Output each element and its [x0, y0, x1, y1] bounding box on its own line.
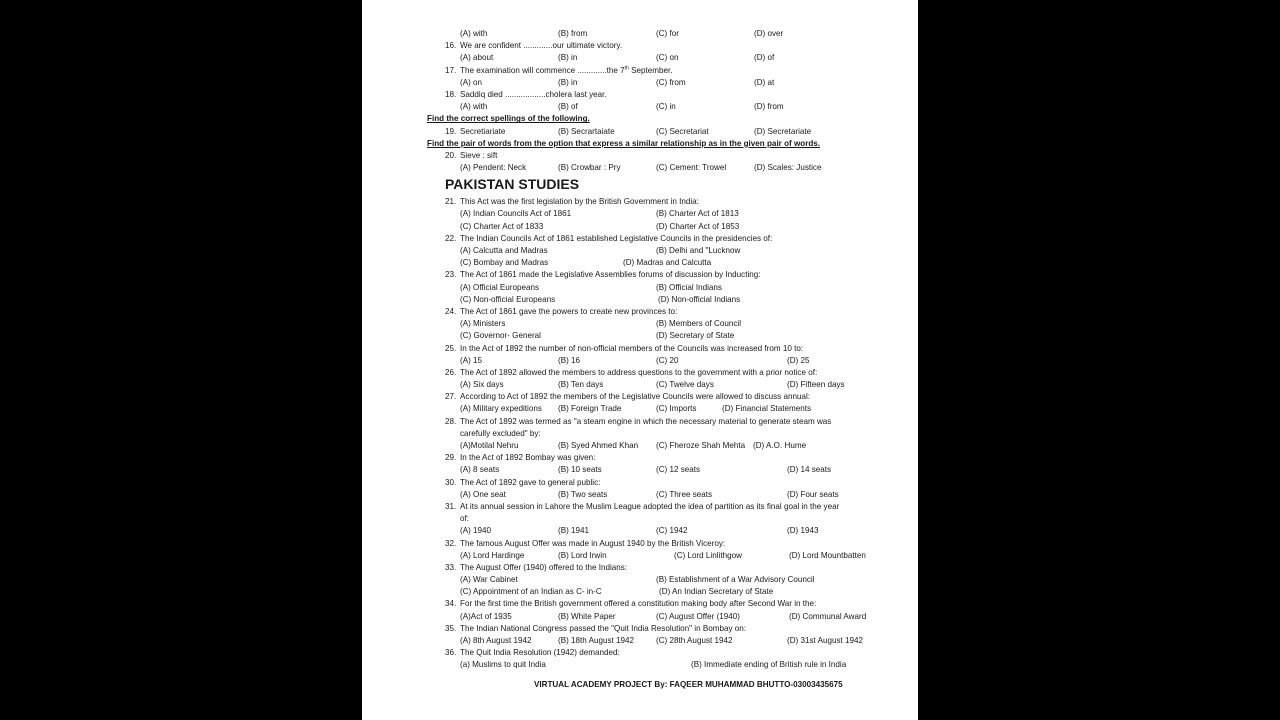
option: (B) from — [558, 29, 588, 38]
option: (D) Four seats — [787, 489, 839, 499]
option: (A) with — [460, 102, 488, 112]
question-18 — [362, 89, 918, 101]
option: (D) of — [754, 53, 775, 63]
question-text: We are confident .............our ultimate victory. — [460, 41, 623, 51]
option: (D) Madras and Calcutta — [623, 258, 712, 268]
question-number: 29. — [445, 453, 457, 463]
question-text: The Act of 1892 allowed the members to address questions to the government with a prior notice of: — [460, 367, 818, 377]
question-text: In the Act of 1892 Bombay was given: — [460, 453, 596, 463]
option: (D) over — [754, 29, 784, 38]
option: Secretiariate — [460, 126, 506, 136]
question-29 — [362, 452, 918, 464]
option: (C) in — [656, 102, 676, 112]
option: (B) White Paper — [558, 611, 616, 621]
options-row — [362, 101, 918, 113]
option: (B) in — [558, 77, 578, 87]
option: (A) 8 seats — [460, 465, 500, 475]
question-24 — [362, 306, 918, 318]
option: (B) 18th August 1942 — [558, 636, 635, 645]
question-text: carefully excluded" by: — [460, 428, 541, 438]
section-title: PAKISTAN STUDIES — [445, 176, 580, 193]
question-text: The Act of 1861 gave the powers to create new provinces to: — [460, 306, 678, 316]
option: (D) 14 seats — [787, 465, 832, 475]
option: (C) 12 seats — [656, 465, 701, 475]
option: (C) Cement: Trowel — [656, 163, 727, 173]
option: (C) 1942 — [656, 526, 688, 536]
option: (B) Ten days — [558, 380, 604, 390]
section-heading: Find the correct spellings of the following. — [427, 114, 590, 124]
question-text: In the Act of 1892 the number of non-official members of the Councils was increased from 10 to: — [460, 343, 804, 353]
question-number: 33. — [445, 562, 457, 572]
option: (A) 15 — [460, 355, 483, 365]
option: (D) Financial Statements — [722, 404, 812, 414]
option: (C) August Offer (1940) — [656, 611, 740, 621]
option: (A) Ministers — [460, 319, 506, 329]
footer-credit: VIRTUAL ACADEMY PROJECT By: FAQEER MUHAMMAD BHUTTO-03003435675 — [534, 679, 843, 689]
option: (D) from — [754, 102, 784, 112]
question-number: 20. — [445, 150, 457, 160]
question-21 — [362, 196, 918, 208]
question-text: For the first time the British government offered a constitution making body after Second War in the: — [460, 599, 817, 609]
option: (B) Crowbar : Pry — [558, 163, 621, 173]
question-text: The Indian Councils Act of 1861 established Legislative Councils in the presidencies of: — [460, 233, 773, 243]
option: (A) 1940 — [460, 526, 492, 536]
option: (B) Delhi and "Lucknow — [656, 246, 741, 255]
question-35 — [362, 623, 918, 635]
option: (A) Pendent: Neck — [460, 163, 527, 173]
option: (D) A.O. Hume — [753, 441, 807, 450]
question-number: 18. — [445, 89, 457, 99]
question-list — [362, 28, 918, 688]
option: (C) Bombay and Madras — [460, 258, 549, 268]
question-text: The Act of 1892 was termed as "a steam engine in which the necessary material to generate steam was — [460, 416, 832, 426]
option: (C) Three seats — [656, 489, 713, 499]
option: (B) Syed Ahmed Khan — [558, 441, 639, 450]
question-number: 22. — [445, 233, 457, 243]
question-19 — [362, 126, 918, 138]
question-text: At its annual session in Lahore the Muslim League adopted the idea of partition as its final goal in the year — [460, 501, 840, 511]
option: (C) Fheroze Shah Mehta — [656, 441, 746, 450]
option: (D) at — [754, 77, 775, 87]
question-number: 36. — [445, 648, 457, 658]
option: (D) 1943 — [787, 526, 819, 536]
question-number: 16. — [445, 41, 457, 51]
option: (C) Imports — [656, 404, 697, 414]
option: (C) for — [656, 29, 679, 38]
options-row — [362, 162, 918, 174]
question-text: This Act was the first legislation by the British Government in India: — [460, 197, 699, 207]
question-text: According to Act of 1892 the members of the Legislative Councils were allowed to discuss annual: — [460, 392, 811, 402]
option: (A) One seat — [460, 489, 506, 499]
option: (D) Secretary of State — [656, 331, 735, 341]
option: (D) Charter Act of 1853 — [656, 221, 740, 231]
question-number: 35. — [445, 623, 457, 633]
question-number: 17. — [445, 65, 457, 75]
option: (C) Appointment of an Indian as C- in-C — [460, 587, 602, 597]
question-text: The August Offer (1940) offered to the Indians: — [460, 562, 628, 572]
question-text-part: The examination will commence .............the 7 — [460, 65, 625, 75]
option: (D) Fifteen days — [787, 380, 845, 390]
question-number: 28. — [445, 416, 457, 426]
question-16 — [362, 40, 918, 52]
question-text — [460, 65, 672, 77]
option: (D) Communal Award — [789, 611, 867, 621]
question-number: 27. — [445, 392, 457, 402]
option: (D) Lord Mountbatten — [789, 550, 866, 560]
question-text: The Act of 1861 made the Legislative Assemblies forums of discussion by Inducting: — [460, 270, 761, 280]
option: (B) Two seats — [558, 489, 608, 499]
superscript: th — [624, 64, 629, 71]
option: (C) Non-official Europeans — [460, 294, 556, 304]
option: (C) Secretariat — [656, 126, 709, 136]
question-number: 23. — [445, 270, 457, 280]
question-31 — [362, 501, 918, 513]
option: (B) Secrartaiate — [558, 126, 615, 136]
option: (A) Official Europeans — [460, 282, 540, 292]
document-page — [362, 0, 918, 720]
question-number: 19. — [445, 126, 457, 136]
question-22 — [362, 233, 918, 245]
question-text-part: September. — [628, 65, 673, 75]
options-row — [362, 28, 918, 40]
option: (B) Charter Act of 1813 — [656, 209, 739, 219]
option: (A) with — [460, 29, 488, 38]
question-30 — [362, 477, 918, 489]
question-27 — [362, 391, 918, 403]
option: (A) on — [460, 77, 483, 87]
question-33 — [362, 562, 918, 574]
question-number: 21. — [445, 197, 457, 207]
question-number: 26. — [445, 367, 457, 377]
option: (B) Establishment of a War Advisory Council — [656, 575, 815, 585]
option: (A)Motilal Nehru — [460, 441, 519, 450]
option: (D) Non-official Indians — [658, 294, 741, 304]
question-23 — [362, 269, 918, 281]
option: (B) Immediate ending of British rule in India — [691, 660, 847, 670]
option: (D) Secretariate — [754, 126, 812, 136]
options-row — [362, 77, 918, 89]
question-number: 34. — [445, 599, 457, 609]
option: (C) Twelve days — [656, 380, 714, 390]
option: (B) in — [558, 53, 578, 63]
option: (B) of — [558, 102, 578, 112]
question-text: Saddiq died ..................cholera last year. — [460, 89, 607, 99]
question-17 — [362, 65, 918, 77]
question-text: The Act of 1892 gave to general public: — [460, 477, 601, 487]
option: (C) on — [656, 53, 679, 63]
option: (A) Six days — [460, 380, 504, 390]
section-heading: Find the pair of words from the option that express a similar relationship as in the given pair of words. — [427, 138, 821, 148]
question-number: 24. — [445, 306, 457, 316]
option: (A) Lord Hardinge — [460, 550, 525, 560]
option: (B) Foreign Trade — [558, 404, 622, 414]
option: (A) War Cabinet — [460, 575, 518, 585]
option: (A)Act of 1935 — [460, 611, 512, 621]
question-36 — [362, 647, 918, 659]
question-26 — [362, 367, 918, 379]
question-number: 32. — [445, 538, 457, 548]
option: (B) Official Indians — [656, 282, 722, 292]
question-text: The famous August Offer was made in August 1940 by the British Viceroy: — [460, 538, 726, 548]
option: (A) about — [460, 53, 494, 63]
option: (A) Indian Councils Act of 1861 — [460, 209, 572, 219]
option: (A) Calcutta and Madras — [460, 246, 548, 255]
question-25 — [362, 343, 918, 355]
option: (B) Members of Council — [656, 319, 742, 329]
question-text: Sieve : sift — [460, 150, 498, 160]
option: (D) 31st August 1942 — [787, 636, 864, 645]
option: (B) Lord Irwin — [558, 550, 607, 560]
question-text: The Indian National Congress passed the "Quit India Resolution" in Bombay on: — [460, 623, 747, 633]
option: (C) 20 — [656, 355, 679, 365]
question-20 — [362, 150, 918, 162]
option: (D) An Indian Secretary of State — [659, 587, 774, 597]
option: (D) 25 — [787, 355, 810, 365]
question-text: of: — [460, 514, 469, 524]
question-number: 30. — [445, 477, 457, 487]
question-28 — [362, 416, 918, 428]
options-row — [362, 52, 918, 64]
question-number: 31. — [445, 501, 457, 511]
question-text: The Quit India Resolution (1942) demanded: — [460, 648, 620, 658]
question-32 — [362, 538, 918, 550]
option: (a) Muslims to quit India — [460, 660, 546, 670]
option: (C) Charter Act of 1833 — [460, 221, 544, 231]
option: (C) Lord Linlithgow — [674, 550, 742, 560]
question-number: 25. — [445, 343, 457, 353]
option: (A) 8th August 1942 — [460, 636, 532, 645]
option: (B) 16 — [558, 355, 581, 365]
option: (C) Governor- General — [460, 331, 541, 341]
option: (B) 1941 — [558, 526, 590, 536]
question-34 — [362, 598, 918, 610]
option: (C) from — [656, 77, 686, 87]
option: (C) 28th August 1942 — [656, 636, 733, 645]
option: (A) Military expeditions — [460, 404, 542, 414]
option: (B) 10 seats — [558, 465, 602, 475]
option: (D) Scales: Justice — [754, 163, 822, 173]
